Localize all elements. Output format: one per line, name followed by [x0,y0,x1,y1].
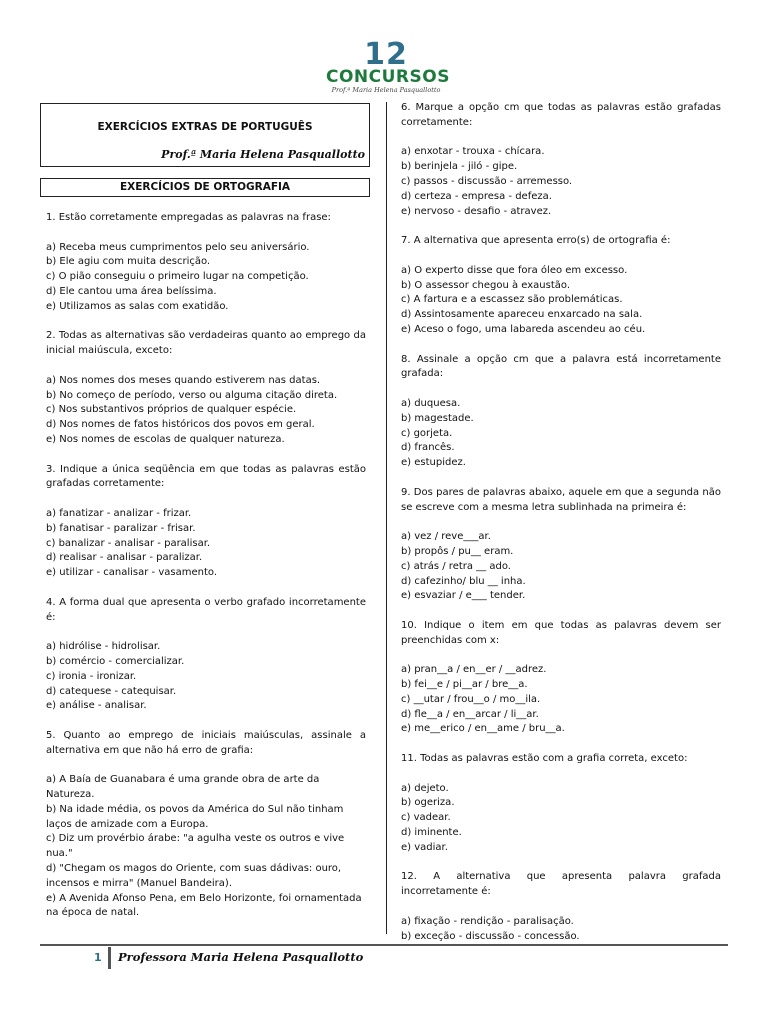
answer-option: e) Utilizamos as salas com exatidão. [46,300,229,312]
question-stem: 7. A alternativa que apresenta erro(s) de ortografia é: [401,235,671,247]
question-options [401,264,721,338]
answer-option: b) No começo de período, verso ou alguma citação direta. [46,389,338,401]
answer-option: d) fle__a / en__arcar / li__ar. [401,708,539,720]
header-author: Prof.ª Maria Helena Pasquallotto [161,148,365,161]
answer-option: b) comércio - comercializar. [46,655,185,667]
answer-option: c) vadear. [401,812,451,824]
answer-option: e) Aceso o fogo, uma labareda ascendeu ao céu. [401,323,646,335]
question-12 [401,870,721,944]
answer-option: a) O experto disse que fora óleo em excesso. [401,264,628,276]
answer-option: e) análise - analisar. [46,700,147,712]
question-options [401,915,721,945]
answer-option: a) dejeto. [401,782,449,794]
question-stem: 11. Todas as palavras estão com a grafia correta, exceto: [401,753,688,765]
answer-option: d) "Chegam os magos do Oriente, com suas dádivas: ouro, incensos e mirra" (Manuel Bandeira). [46,863,342,889]
answer-option: e) estupidez. [401,457,466,469]
question-1 [46,211,366,315]
question-options [401,530,721,604]
answer-option: b) magestade. [401,412,474,424]
logo-number: 12 [364,37,408,72]
answer-option: b) propôs / pu__ eram. [401,545,514,557]
question-stem: 1. Estão corretamente empregadas as palavras na frase: [46,212,331,223]
question-stem: 4. A forma dual que apresenta o verbo grafado incorretamente é: [46,596,366,623]
question-stem: 6. Marque a opção cm que todas as palavras estão grafadas corretamente: [401,102,721,128]
answer-option: a) vez / reve___ar. [401,531,491,543]
answer-option: d) certeza - empresa - defeza. [401,190,552,202]
question-options [401,145,721,219]
question-10 [401,619,721,737]
answer-option: a) fanatizar - analizar - frizar. [46,507,192,519]
question-options [46,374,366,448]
answer-option: c) O pião conseguiu o primeiro lugar na competição. [46,271,309,283]
left-column [46,211,366,936]
answer-option: a) duquesa. [401,397,461,409]
question-options [46,241,366,315]
answer-option: d) cafezinho/ blu __ inha. [401,575,526,587]
question-3 [46,463,366,581]
answer-option: b) exceção - discussão - concessão. [401,930,580,942]
answer-option: b) fanatisar - paralizar - frisar. [46,522,196,534]
question-2 [46,329,366,447]
footer-rule [40,944,728,946]
answer-option: e) vadiar. [401,841,448,853]
answer-option: d) catequese - catequisar. [46,685,177,697]
answer-option: e) utilizar - canalisar - vasamento. [46,567,218,579]
header-box [40,103,370,167]
column-divider [386,102,387,934]
answer-option: e) Nos nomes de escolas de qualquer natureza. [46,433,285,445]
answer-option: a) enxotar - trouxa - chícara. [401,146,545,158]
question-stem: 2. Todas as alternativas são verdadeiras quanto ao emprego da inicial maiúscula, exceto: [46,330,366,357]
answer-option: e) esvaziar / e___ tender. [401,590,526,602]
answer-option: d) iminente. [401,827,462,839]
question-options [401,782,721,856]
question-stem: 9. Dos pares de palavras abaixo, aquele em que a segunda não se escreve com a mesma letra sublinhada na primeira é: [401,486,721,513]
answer-option: a) pran__a / en__er / __adrez. [401,664,547,676]
question-options [401,397,721,471]
page-number: 1 [94,951,102,964]
answer-option: b) fei__e / pi__ar / bre__a. [401,679,528,691]
answer-option: d) realisar - analisar - paralizar. [46,552,203,564]
question-7 [401,234,721,338]
logo [326,37,450,100]
answer-option: d) Nos nomes de fatos históricos dos povos em geral. [46,419,315,431]
answer-option: b) Na idade média, os povos da América do Sul não tinham laços de amizade com a Europa. [46,803,344,830]
question-options [401,663,721,737]
answer-option: c) A fartura e a escassez são problemáticas. [401,294,623,306]
footer-text: Professora Maria Helena Pasquallotto [118,950,364,964]
answer-option: c) gorjeta. [401,427,453,439]
answer-option: d) Ele cantou uma área belíssima. [46,285,217,297]
section-title: EXERCÍCIOS DE ORTOGRAFIA [40,178,370,197]
answer-option: b) Ele agiu com muita descrição. [46,256,211,268]
answer-option: e) nervoso - desafio - atravez. [401,205,552,217]
footer-separator [108,947,111,969]
answer-option: c) atrás / retra __ ado. [401,560,511,572]
answer-option: b) berinjela - jiló - gipe. [401,161,518,173]
right-column [401,101,721,959]
question-5 [46,729,366,921]
question-stem: 8. Assinale a opção cm que a palavra está incorretamente grafada: [401,353,721,380]
answer-option: e) me__erico / en__ame / bru__a. [401,723,565,735]
answer-option: c) __utar / frou__o / mo__ila. [401,693,541,705]
answer-option: a) A Baía de Guanabara é uma grande obra de arte da Natureza. [46,774,320,801]
question-options [46,507,366,581]
question-options [46,640,366,714]
answer-option: a) hidrólise - hidrolisar. [46,641,161,653]
question-stem: 12. A alternativa que apresenta palavra grafada incorretamente é: [401,871,721,898]
answer-option: a) Nos nomes dos meses quando estiverem nas datas. [46,374,321,386]
answer-option: a) Receba meus cumprimentos pelo seu aniversário. [46,241,310,253]
question-6 [401,101,721,219]
answer-option: c) banalizar - analisar - paralisar. [46,537,211,549]
question-stem: 5. Quanto ao emprego de iniciais maiúsculas, assinale a alternativa em que não há erro de grafia: [46,729,366,756]
answer-option: c) passos - discussão - arremesso. [401,175,573,187]
answer-option: c) Nos substantivos próprios de qualquer espécie. [46,404,297,416]
answer-option: c) ironia - ironizar. [46,670,137,682]
question-4 [46,596,366,714]
answer-option: b) O assessor chegou à exaustão. [401,279,571,291]
question-options [46,773,366,921]
answer-option: a) fixação - rendição - paralisação. [401,915,574,927]
question-stem: 3. Indique a única seqüência em que todas as palavras estão grafadas corretamente: [46,463,366,490]
question-9 [401,486,721,604]
logo-tagline: Prof.ª Maria Helena Pasquallotto [331,86,441,94]
page-title: EXERCÍCIOS EXTRAS DE PORTUGUÊS [97,121,313,133]
answer-option: e) A Avenida Afonso Pena, em Belo Horizonte, foi ornamentada na época de natal. [46,892,362,919]
answer-option: d) francês. [401,442,455,454]
logo-word: CONCURSOS [326,67,450,87]
question-8 [401,353,721,471]
answer-option: b) ogeriza. [401,797,455,809]
question-stem: 10. Indique o item em que todas as palavras devem ser preenchidas com x: [401,619,721,646]
answer-option: c) Diz um provérbio árabe: "a agulha veste os outros e vive nua." [46,833,345,860]
question-11 [401,752,721,856]
answer-option: d) Assintosamente apareceu enxarcado na sala. [401,309,643,321]
